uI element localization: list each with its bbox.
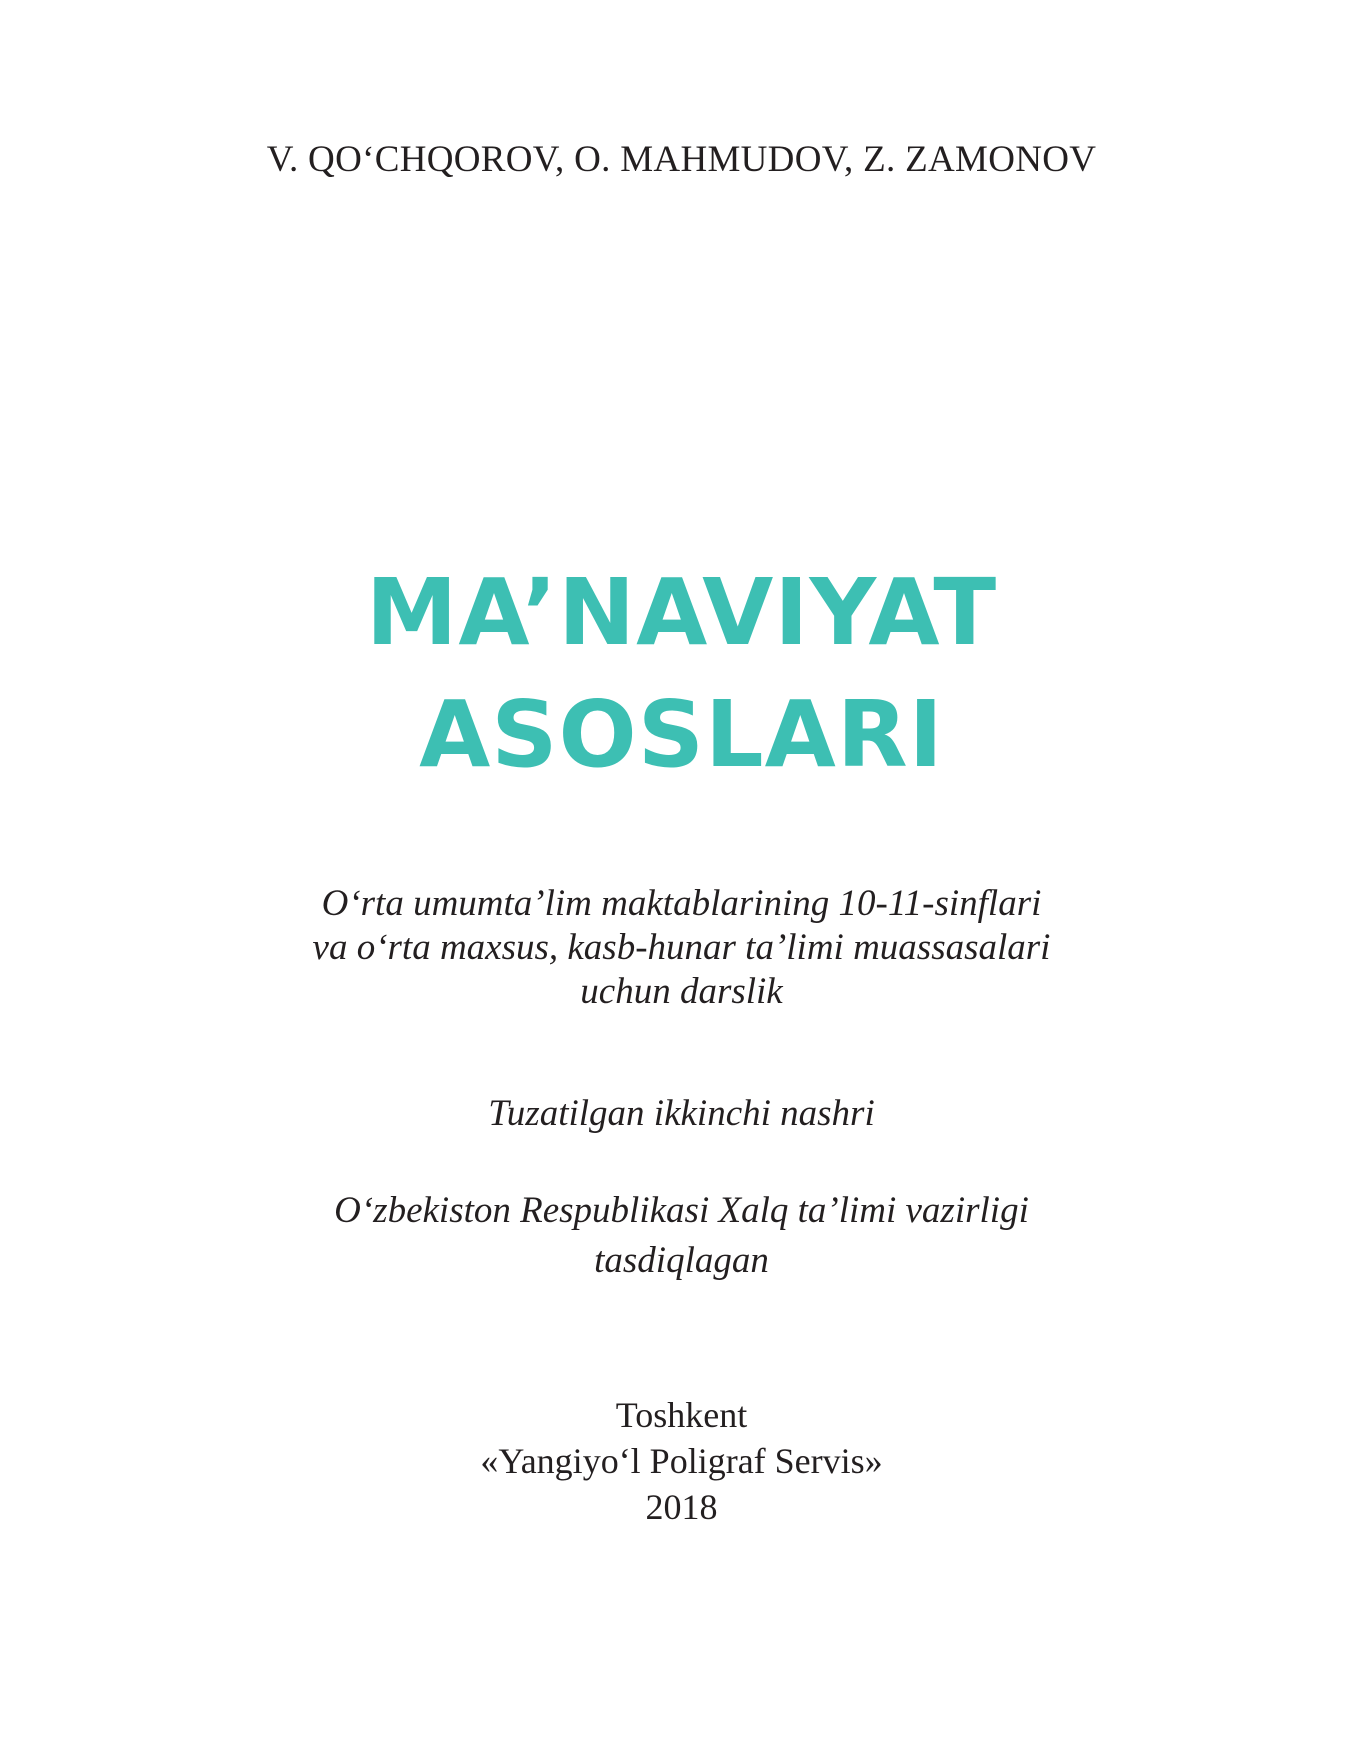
imprint-publisher: «Yangiyo‘l Poligraf Servis» [480, 1441, 883, 1481]
book-subtitle [0, 882, 1363, 1014]
approval-note [0, 1186, 1363, 1286]
imprint [0, 1392, 1363, 1530]
book-title-line-2: ASOSLARI [419, 681, 944, 788]
authors-line: V. QO‘CHQOROV, O. MAHMUDOV, Z. ZAMONOV [266, 139, 1097, 180]
subtitle-line-2: va o‘rta maxsus, kasb-hunar ta’limi muassasalari [312, 927, 1051, 968]
imprint-city: Toshkent [615, 1395, 748, 1435]
approval-line-1: O‘zbekiston Respublikasi Xalq ta’limi vazirligi [334, 1190, 1029, 1231]
book-title-line-1: MA’NAVIYAT [365, 559, 998, 666]
approval-line-2: tasdiqlagan [594, 1240, 769, 1281]
subtitle-line-1: O‘rta umumta’lim maktablarining 10-11-sinflari [321, 883, 1042, 924]
book-title [0, 552, 1363, 796]
edition-note: Tuzatilgan ikkinchi nashri [488, 1093, 875, 1134]
imprint-year: 2018 [645, 1487, 718, 1527]
subtitle-line-3: uchun darslik [580, 971, 783, 1012]
